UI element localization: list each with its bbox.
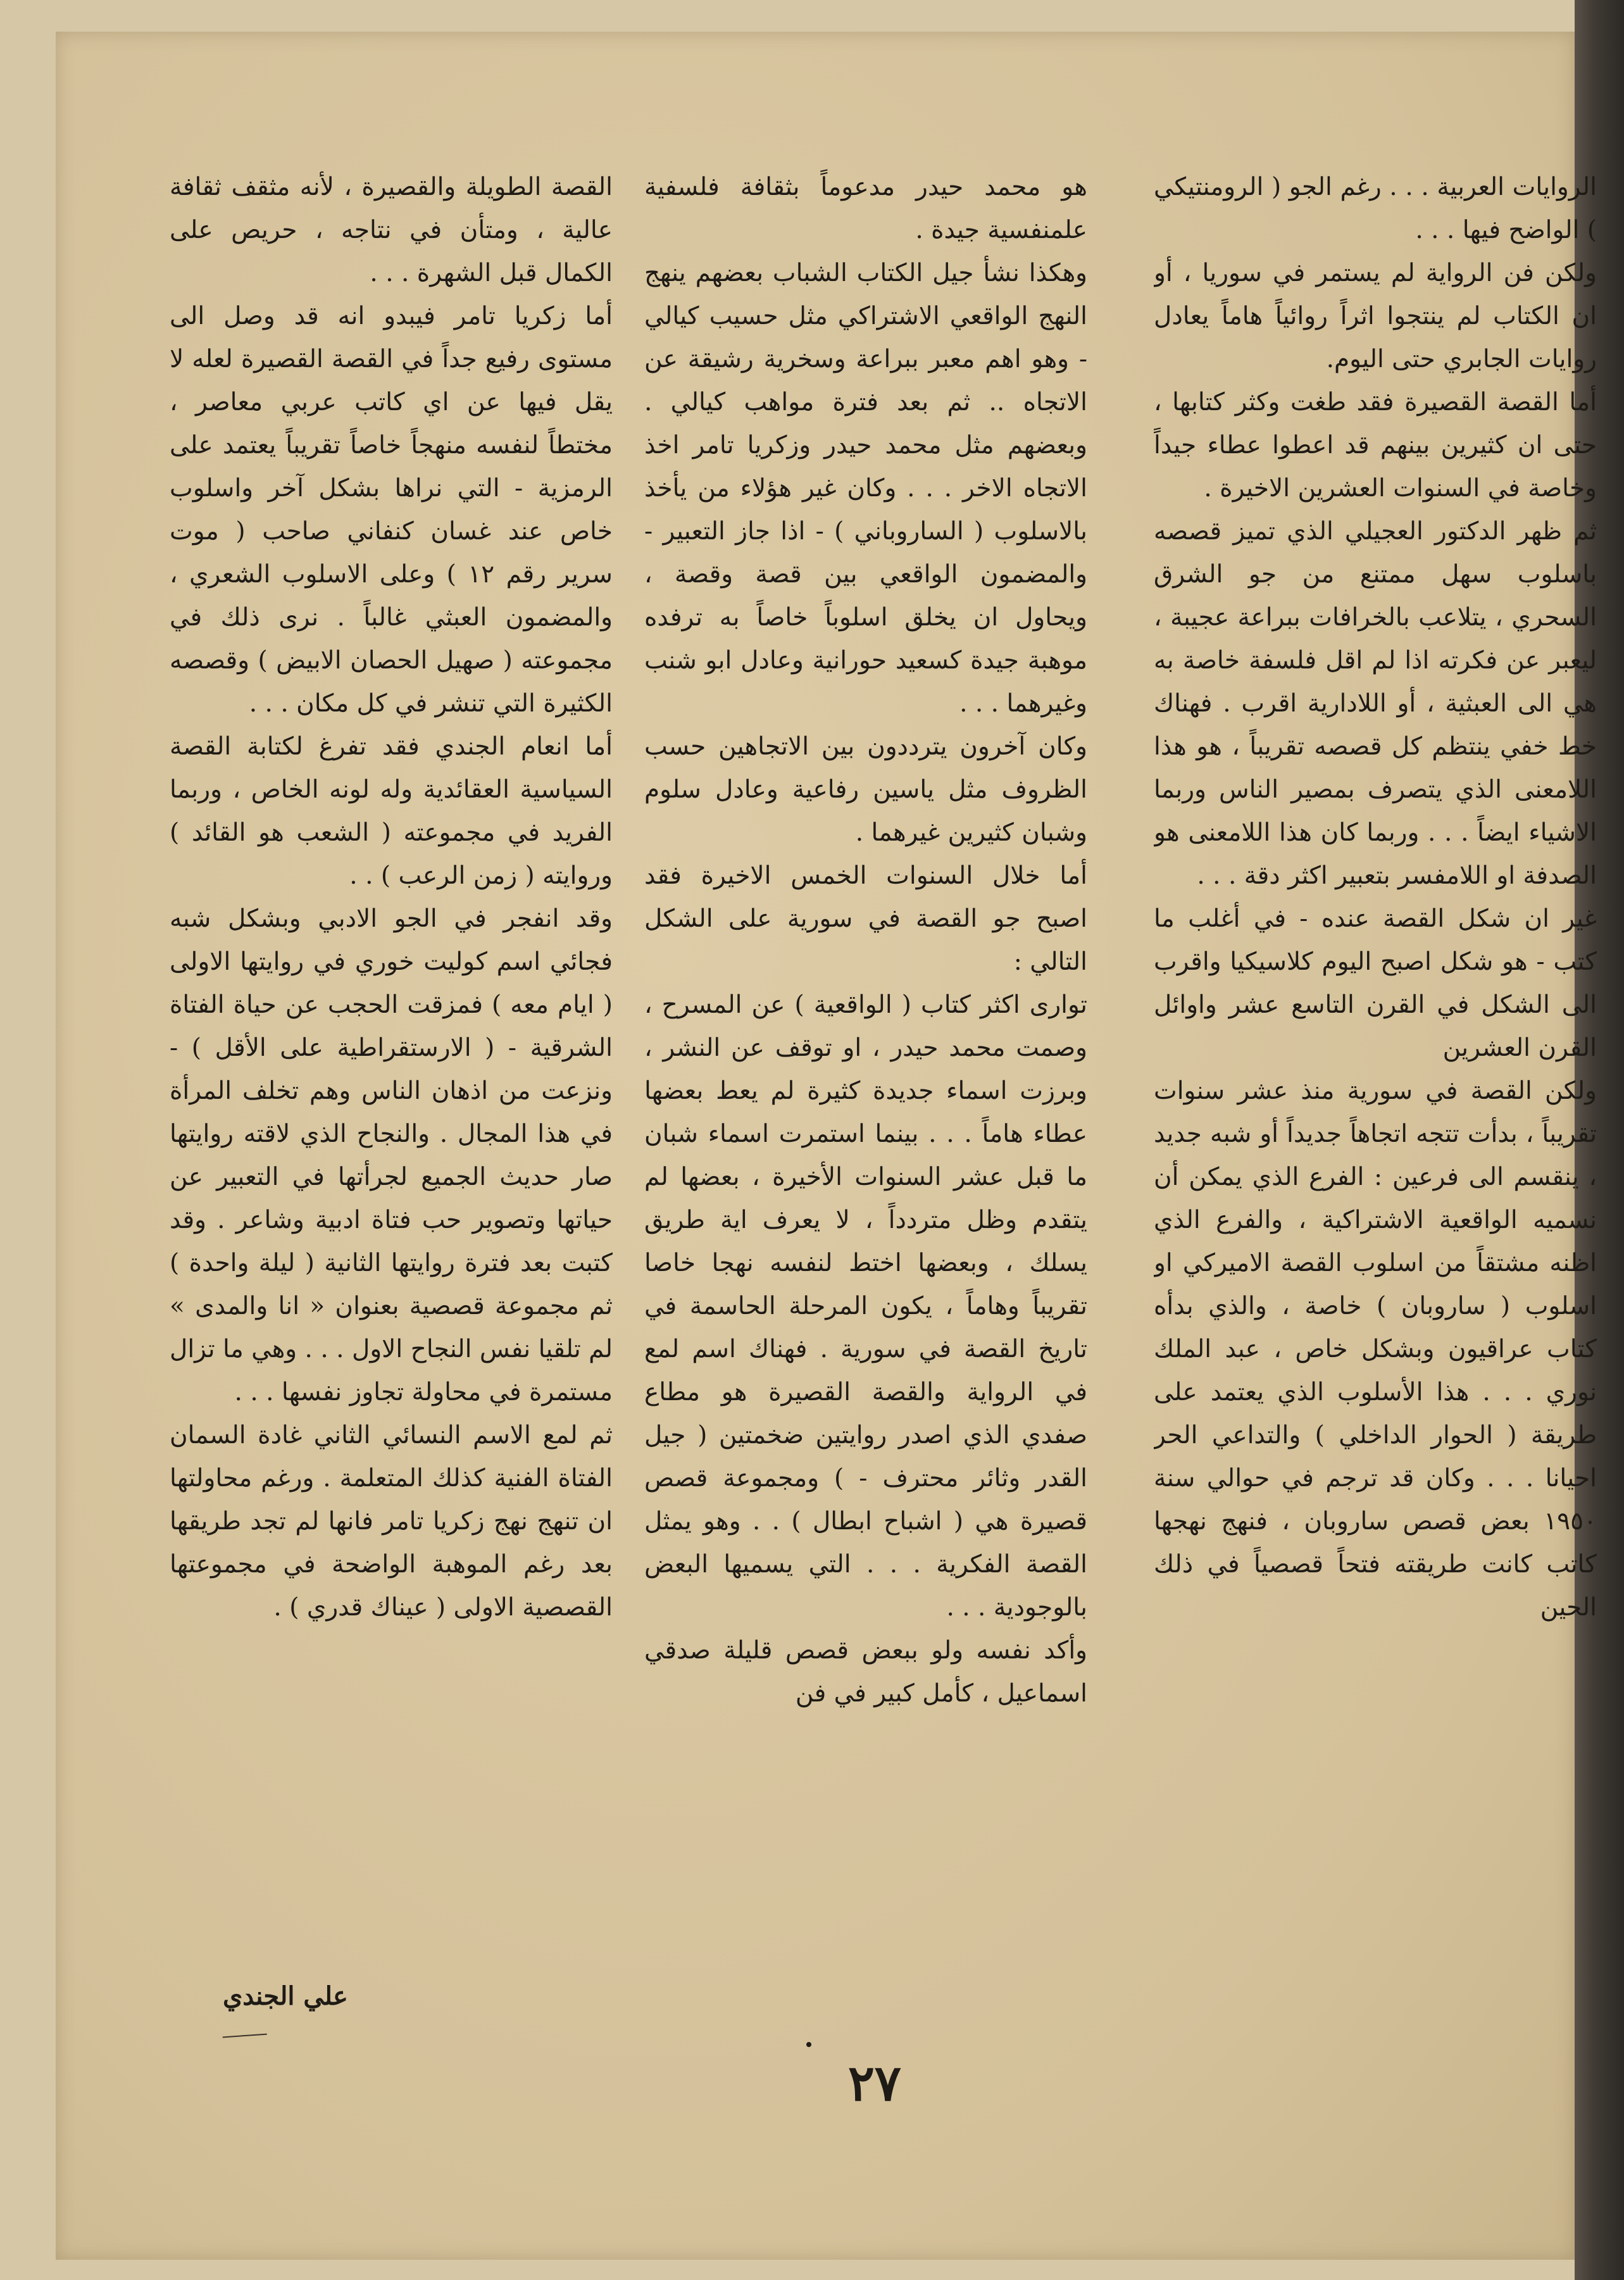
- paragraph: ثم لمع الاسم النسائي الثاني غادة السمان الفتاة الفنية كذلك المتعلمة . ورغم محاولتها ان تنهج نهج زكريا تامر فانها لم تجد طريقها بعد رغم الموهبة الواضحة في مجموعتها القصصية الاولى ( عيناك قدري ) .: [170, 1421, 613, 1622]
- paragraph: وكان آخرون يترددون بين الاتجاهين حسب الظروف مثل ياسين رفاعية وعادل سلوم وشبان كثيرين غيرهما .: [644, 732, 1087, 847]
- paragraph: الروايات العربية . . . رغم الجو ( الرومنتيكي ) الواضح فيها . . .: [1154, 173, 1597, 244]
- article-column-left: [170, 166, 613, 1629]
- paragraph: غير ان شكل القصة عنده - في أغلب ما كتب - هو شكل اصبح اليوم كلاسيكيا واقرب الى الشكل في القرن التاسع عشر واوائل القرن العشرين: [1154, 905, 1597, 1062]
- paragraph: ثم ظهر الدكتور العجيلي الذي تميز قصصه باسلوب سهل ممتنع من جو الشرق السحري ، يتلاعب بالخرافات ببراعة عجيبة ، ليعبر عن فكرته اذا لم اقل فلسفة خاصة به هي الى العبثية ، أو اللادارية اقرب . فهناك خط خفي ينتظم كل قصصه تقريباً ، هو هذا اللامعنى الذي يتصرف بمصير الناس وربما الاشياء ايضاً . . . وربما كان هذا اللامعنى هو الصدفة او اللامفسر بتعبير اكثر دقة . . .: [1154, 517, 1597, 890]
- paragraph: وهكذا نشأ جيل الكتاب الشباب بعضهم ينهج النهج الواقعي الاشتراكي مثل حسيب كيالي - وهو اهم معبر ببراعة وسخرية رشيقة عن الاتجاه .. ثم بعد فترة مواهب كيالي . وبعضهم مثل محمد حيدر وزكريا تامر اخذ الاتجاه الاخر . . . وكان غير هؤلاء من يأخذ بالاسلوب ( الساروباني ) - اذا جاز التعبير - والمضمون الواقعي بين قصة وقصة ، ويحاول ان يخلق اسلوباً خاصاً به ترفده موهبة جيدة كسعيد حورانية وعادل ابو شنب وغيرهما . . .: [644, 259, 1087, 718]
- paragraph: وقد انفجر في الجو الادبي وبشكل شبه فجائي اسم كوليت خوري في روايتها الاولى ( ايام معه ) فمزقت الحجب عن حياة الفتاة الشرقية - ( الارستقراطية على الأقل ) - ونزعت من اذهان الناس وهم تخلف المرأة في هذا المجال . والنجاح الذي لاقته روايتها صار حديث الجميع لجرأتها في التعبير عن حياتها وتصوير حب فتاة ادبية وشاعر . وقد كتبت بعد فترة روايتها الثانية ( ليلة واحدة ) ثم مجموعة قصصية بعنوان « انا والمدى » لم تلقيا نفس النجاح الاول . . . وهي ما تزال مستمرة في محاولة تجاوز نفسها . . .: [170, 905, 613, 1406]
- paragraph: أما القصة القصيرة فقد طغت وكثر كتابها ، حتى ان كثيرين بينهم قد اعطوا عطاء جيداً وخاصة في السنوات العشرين الاخيرة .: [1154, 388, 1597, 503]
- paragraph: القصة الطويلة والقصيرة ، لأنه مثقف ثقافة عالية ، ومتأن في نتاجه ، حريص على الكمال قبل الشهرة . . .: [170, 173, 613, 287]
- article-column-middle: [644, 166, 1087, 1715]
- paragraph: أما انعام الجندي فقد تفرغ لكتابة القصة السياسية العقائدية وله لونه الخاص ، وربما الفريد في مجموعته ( الشعب هو القائد ) وروايته ( زمن الرعب ) . .: [170, 732, 613, 890]
- paragraph: أما خلال السنوات الخمس الاخيرة فقد اصبح جو القصة في سورية على الشكل التالي :: [644, 861, 1087, 976]
- paragraph: ولكن فن الرواية لم يستمر في سوريا ، أو ان الكتاب لم ينتجوا اثراً روائياً هاماً يعادل روايات الجابري حتى اليوم.: [1154, 259, 1597, 373]
- paragraph: أما زكريا تامر فيبدو انه قد وصل الى مستوى رفيع جداً في القصة القصيرة لعله لا يقل فيها عن اي كاتب عربي معاصر ، مختطاً لنفسه منهجاً خاصاً تقريباً يعتمد على الرمزية - التي نراها بشكل آخر واسلوب خاص عند غسان كنفاني صاحب ( موت سرير رقم ١٢ ) وعلى الاسلوب الشعري ، والمضمون العبثي غالباً . نرى ذلك في مجموعته ( صهيل الحصان الابيض ) وقصصه الكثيرة التي تنشر في كل مكان . . .: [170, 302, 613, 718]
- page-number: ٢٧: [848, 2055, 901, 2112]
- paragraph: توارى اكثر كتاب ( الواقعية ) عن المسرح ، وصمت محمد حيدر ، او توقف عن النشر ، وبرزت اسماء جديدة كثيرة لم يعط بعضها عطاء هاماً . . . بينما استمرت اسماء شبان ما قبل عشر السنوات الأخيرة ، بعضها لم يتقدم وظل متردداً ، لا يعرف اية طريق يسلك ، وبعضها اختط لنفسه نهجا خاصا تقريباً وهاماً ، يكون المرحلة الحاسمة في تاريخ القصة في سورية . فهناك اسم لمع في الرواية والقصة القصيرة هو مطاع صفدي الذي اصدر روايتين ضخمتين ( جيل القدر وثائر محترف - ) ومجموعة قصص قصيرة هي ( اشباح ابطال ) . . وهو يمثل القصة الفكرية . . . التي يسميها البعض بالوجودية . . .: [644, 991, 1087, 1622]
- paragraph: هو محمد حيدر مدعوماً بثقافة فلسفية علمنفسية جيدة .: [644, 173, 1087, 244]
- paragraph: وأكد نفسه ولو ببعض قصص قليلة صدقي اسماعيل ، كأمل كبير في فن: [644, 1636, 1087, 1708]
- article-column-right: [1154, 166, 1597, 1629]
- author-signature: علي الجندي: [223, 1981, 348, 2011]
- paragraph: ولكن القصة في سورية منذ عشر سنوات تقريباً ، بدأت تتجه اتجاهاً جديداً أو شبه جديد ، ينقسم الى فرعين : الفرع الذي يمكن أن نسميه الواقعية الاشتراكية ، والفرع الذي اظنه مشتقاً من اسلوب القصة الاميركي او اسلوب ( ساروبان ) خاصة ، والذي بدأه كتاب عراقيون وبشكل خاص ، عبد الملك نوري . . . هذا الأسلوب الذي يعتمد على طريقة ( الحوار الداخلي ) والتداعي الحر احيانا . . . وكان قد ترجم في حوالي سنة ١٩٥٠ بعض قصص ساروبان ، فنهج نهجها كاتب كانت طريقته فتحاً قصصياً في ذلك الحين: [1154, 1077, 1597, 1622]
- page-dot: [806, 2042, 811, 2047]
